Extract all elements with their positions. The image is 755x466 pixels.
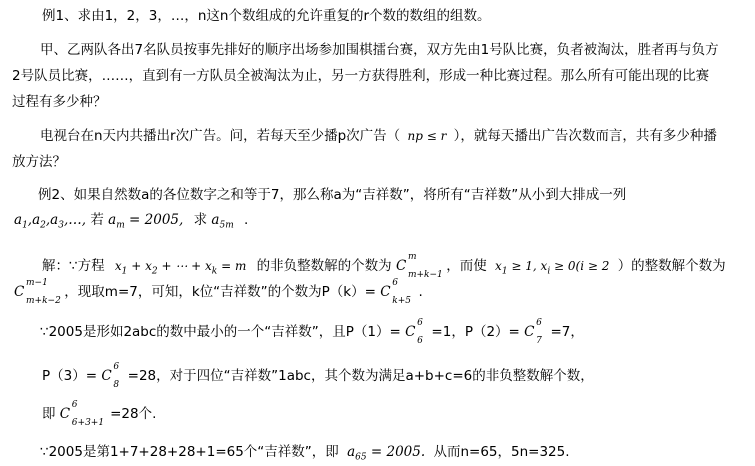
a5m-formula: $a_{5m}$ <box>211 212 234 231</box>
problem1-line2: 2号队员比赛，……，直到有一方队员全被淘汰为止，另一方获得胜利，形成一种比赛过程。那么所有可能出现的比赛 <box>12 68 710 84</box>
condition-formula: $x_1 \ge 1$, $x_i \ge 0(i \ge 2$ <box>495 259 610 277</box>
solution-line4: P（3）= C 6 8 =28，对于四位“吉祥数”1abc，其个数为满足a+b+c=6的非负整数解个数， <box>42 362 594 390</box>
solution-line2: C m−1 m+k−2 ，现取m=7，可知，k位“吉祥数”的个数为P（k）= C 6 k+5 . <box>14 278 423 306</box>
equation-formula: $x_1 + x_2$ + ⋯ + $x_k = m$ <box>114 259 247 277</box>
problem1-line3: 过程有多少种？ <box>12 94 107 110</box>
combination-c-8-6: C 6 8 <box>101 362 120 390</box>
problem2-line2: 放方法？ <box>12 154 66 170</box>
combination-c-mk2-m1: C m−1 m+k−2 <box>14 278 61 306</box>
am-formula: $a_m = 2005$, <box>108 212 184 231</box>
solution-line5: 即 C 6 6+3+1 =28个. <box>42 400 157 428</box>
np-le-r-formula: np ≤ r <box>407 129 447 143</box>
solution-line3: ∵2005是形如2abc的数中最小的一个“吉祥数”，且P（1）= C 6 6 =1，P（2）= C 6 7 =7， <box>40 318 584 346</box>
example1-title: 例1、求由1，2，3，…，n这n个数组成的允许重复的r个数的数组的组数。 <box>42 8 491 24</box>
problem2-line1: 电视台在n天内共播出r次广告。问，若每天至少播p次广告（ np ≤ r ），就每天播出广告次数而言，共有多少种播 <box>40 128 717 144</box>
solution-line1: 解：∵方程 $x_1 + x_2$ + ⋯ + $x_k = m$ 的非负整数解的个数为 C m m+k−1 ，而使 $x_1 \ge 1$, $x_i \ge 0(i \ge 2$ ）的整数解个数为 <box>42 252 726 280</box>
problem1-line1: 甲、乙两队各出7名队员按事先排好的顺序出场参加围棋擂台赛，双方先由1号队比赛，负者被淘汰，胜者再与负方 <box>40 42 719 58</box>
solution-line6: ∵2005是第1+7+28+28+1=65个“吉祥数”，即 $a_{65} = 2005$. 从而n=65，5n=325. <box>40 444 570 463</box>
combination-c-7-6: C 6 7 <box>524 318 542 346</box>
combination-c-k5-6: C 6 k+5 <box>380 278 411 306</box>
example2-line2: $a_1,a_2,a_3,\dots$, 若 $a_m = 2005$, 求 $a_{5m}$ . <box>14 212 249 231</box>
example2-line1: 例2、如果自然数a的各位数字之和等于7，那么称a为“吉祥数”，将所有“吉祥数”从小到大排成一列 <box>38 187 627 203</box>
combination-c-mk1-m: C m m+k−1 <box>395 252 443 280</box>
a65-formula: $a_{65} = 2005$. <box>347 444 426 463</box>
sequence-formula: $a_1,a_2,a_3,\dots$, <box>14 212 87 231</box>
combination-c-631-6: C 6 6+3+1 <box>59 400 105 428</box>
combination-c-6-6: C 6 6 <box>405 318 423 346</box>
